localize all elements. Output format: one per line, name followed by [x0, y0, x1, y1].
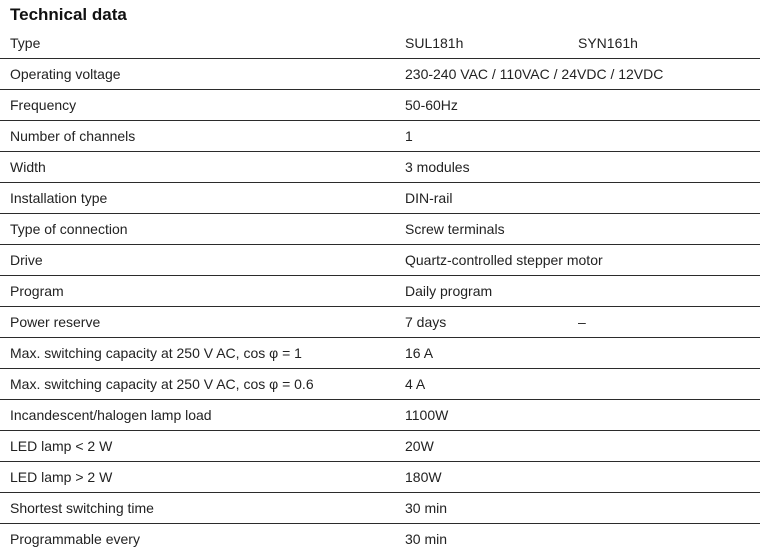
table-row: [0, 121, 760, 152]
table-row: [0, 214, 760, 245]
row-label: Program: [10, 283, 64, 299]
row-label: Operating voltage: [10, 66, 121, 82]
table-row: [0, 90, 760, 121]
row-label: Type: [10, 35, 41, 51]
table-row: [0, 400, 760, 431]
row-value-sul181h: 50-60Hz: [405, 97, 458, 113]
table-row: [0, 152, 760, 183]
row-value-sul181h: 30 min: [405, 500, 448, 516]
row-label: Frequency: [10, 97, 77, 113]
row-value-sul181h: 20W: [405, 438, 434, 454]
table-row: [0, 307, 760, 338]
row-value-syn161h: –: [578, 314, 586, 330]
table-row: [0, 431, 760, 462]
table-row: [0, 28, 760, 59]
table-row: [0, 183, 760, 214]
row-value-syn161h: SYN161h: [578, 35, 638, 51]
table-row: [0, 462, 760, 493]
row-value-sul181h: 4 A: [405, 376, 426, 392]
row-value-sul181h: 16 A: [405, 345, 434, 361]
row-label: Power reserve: [10, 314, 101, 330]
table-row: [0, 276, 760, 307]
row-label: LED lamp < 2 W: [10, 438, 113, 454]
table-row: [0, 524, 760, 555]
row-value-sul181h: 30 min: [405, 531, 448, 547]
row-value-sul181h: 180W: [405, 469, 442, 485]
row-value-sul181h: Daily program: [405, 283, 493, 299]
row-label: Programmable every: [10, 531, 140, 547]
row-value-sul181h: Screw terminals: [405, 221, 505, 237]
row-label: Number of channels: [10, 128, 136, 144]
row-label: Shortest switching time: [10, 500, 154, 516]
section-title: Technical data: [10, 5, 127, 24]
table-row: [0, 245, 760, 276]
table-row: [0, 338, 760, 369]
row-value-sul181h: DIN-rail: [405, 190, 453, 206]
row-label: Max. switching capacity at 250 V AC, cos φ = 0.6: [10, 376, 314, 392]
row-label: Width: [10, 159, 46, 175]
row-label: Max. switching capacity at 250 V AC, cos φ = 1: [10, 345, 302, 361]
row-label: Incandescent/halogen lamp load: [10, 407, 212, 423]
row-label: Type of connection: [10, 221, 128, 237]
row-value-sul181h: 230-240 VAC / 110VAC / 24VDC / 12VDC: [405, 66, 664, 82]
row-label: Installation type: [10, 190, 108, 206]
row-value-sul181h: 7 days: [405, 314, 447, 330]
table-row: [0, 59, 760, 90]
row-value-sul181h: 1: [405, 128, 413, 144]
table-row: [0, 493, 760, 524]
row-value-sul181h: SUL181h: [405, 35, 464, 51]
table-row: [0, 369, 760, 400]
row-value-sul181h: 3 modules: [405, 159, 470, 175]
spec-table: [0, 28, 760, 555]
row-value-sul181h: Quartz-controlled stepper motor: [405, 252, 603, 268]
row-label: Drive: [10, 252, 43, 268]
row-value-sul181h: 1100W: [405, 407, 449, 423]
row-label: LED lamp > 2 W: [10, 469, 113, 485]
